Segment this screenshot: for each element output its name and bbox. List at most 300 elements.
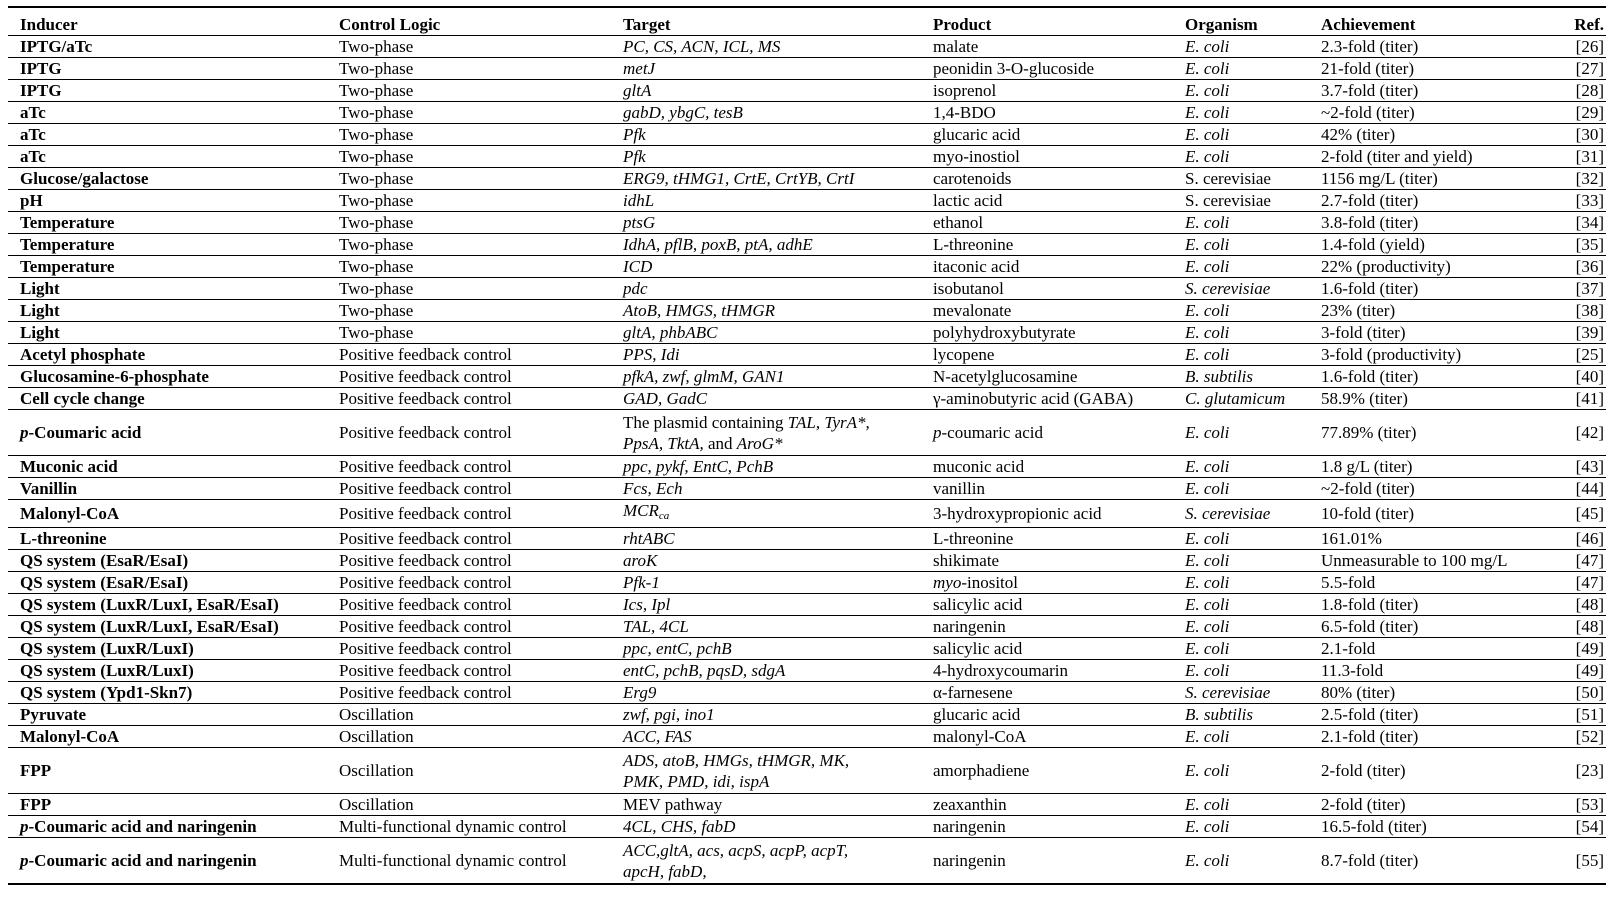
control-logic-text: Positive feedback control: [339, 345, 512, 364]
cell-ref: [1539, 682, 1606, 704]
cell-target: [611, 528, 921, 550]
cell-control-logic: [327, 256, 611, 278]
header-ref: Ref.: [1574, 15, 1604, 34]
cell-achievement: [1309, 838, 1539, 885]
cell-achievement: [1309, 366, 1539, 388]
cell-ref: [1539, 168, 1606, 190]
cell-achievement: [1309, 278, 1539, 300]
achievement-text: 2.3-fold (titer): [1321, 37, 1419, 56]
cell-product: [921, 36, 1173, 58]
target-genes: 4CL, CHS, fabD: [623, 817, 736, 836]
control-logic-text: Positive feedback control: [339, 617, 512, 636]
organism-text: E. coli: [1185, 125, 1230, 144]
target-genes: ADS, atoB, HMGs, tHMGR, MK,: [623, 750, 850, 770]
achievement-text: 3-fold (titer): [1321, 323, 1406, 342]
cell-organism: [1173, 102, 1309, 124]
cell-inducer: [8, 190, 327, 212]
control-logic-text: Positive feedback control: [339, 661, 512, 680]
achievement-text: 2-fold (titer): [1321, 795, 1406, 814]
organism-text: S. cerevisiae: [1185, 191, 1271, 210]
inducer-text: Vanillin: [20, 479, 78, 498]
cell-inducer: [8, 322, 327, 344]
control-logic-text: Two-phase: [339, 81, 414, 100]
product-text: vanillin: [933, 479, 985, 498]
cell-target: [611, 102, 921, 124]
header-control-logic: Control Logic: [339, 15, 441, 34]
achievement-text: Unmeasurable to 100 mg/L: [1321, 551, 1508, 570]
cell-achievement: [1309, 124, 1539, 146]
cell-product: [921, 344, 1173, 366]
target-genes: AroG*: [736, 433, 783, 453]
table-row: [8, 550, 1606, 572]
cell-control-logic: [327, 322, 611, 344]
cell-control-logic: [327, 80, 611, 102]
cell-product: [921, 410, 1173, 456]
cell-target: [611, 410, 921, 456]
control-logic-text: Oscillation: [339, 761, 414, 780]
organism-text: E. coli: [1185, 761, 1230, 780]
achievement-text: 77.89% (titer): [1321, 423, 1417, 442]
achievement-text: 23% (titer): [1321, 301, 1396, 320]
cell-ref: [1539, 816, 1606, 838]
inducer-text: FPP: [20, 761, 52, 780]
organism-text: S. cerevisiae: [1185, 169, 1271, 188]
header-achievement: Achievement: [1321, 15, 1416, 34]
target-genes: Pfk: [623, 125, 646, 144]
organism-text: E. coli: [1185, 345, 1230, 364]
cell-organism: [1173, 616, 1309, 638]
cell-product: [921, 816, 1173, 838]
achievement-text: 2.1-fold (titer): [1321, 727, 1419, 746]
table-row: [8, 748, 1606, 794]
cell-achievement: [1309, 300, 1539, 322]
ref-text: [36]: [1575, 257, 1604, 276]
cell-inducer: [8, 456, 327, 478]
cell-organism: [1173, 300, 1309, 322]
cell-control-logic: [327, 660, 611, 682]
organism-text: E. coli: [1185, 551, 1230, 570]
cell-target: [611, 794, 921, 816]
target-line-1: [623, 412, 921, 433]
cell-control-logic: [327, 456, 611, 478]
organism-text: E. coli: [1185, 235, 1230, 254]
cell-control-logic: [327, 638, 611, 660]
control-logic-text: Two-phase: [339, 257, 414, 276]
product-prefix: myo: [933, 573, 962, 592]
organism-text: E. coli: [1185, 529, 1230, 548]
cell-control-logic: [327, 300, 611, 322]
cell-product: [921, 528, 1173, 550]
cell-inducer: [8, 146, 327, 168]
cell-organism: [1173, 256, 1309, 278]
cell-achievement: [1309, 594, 1539, 616]
cell-ref: [1539, 410, 1606, 456]
cell-inducer: [8, 838, 327, 885]
cell-achievement: [1309, 550, 1539, 572]
ref-text: [44]: [1575, 479, 1604, 498]
cell-product: [921, 500, 1173, 528]
inducer-prefix: p: [20, 851, 29, 870]
cell-organism: [1173, 146, 1309, 168]
dynamic-control-table: [8, 6, 1606, 885]
cell-organism: [1173, 748, 1309, 794]
cell-control-logic: [327, 278, 611, 300]
inducer-text: L-threonine: [20, 529, 107, 548]
cell-organism: [1173, 594, 1309, 616]
inducer-text: Light: [20, 301, 60, 320]
product-text: salicylic acid: [933, 639, 1023, 658]
cell-organism: [1173, 500, 1309, 528]
organism-text: E. coli: [1185, 595, 1230, 614]
cell-target: [611, 572, 921, 594]
table-row: [8, 616, 1606, 638]
table-container: [8, 6, 1606, 885]
cell-organism: [1173, 794, 1309, 816]
table-row: [8, 80, 1606, 102]
table-row: [8, 838, 1606, 885]
cell-ref: [1539, 256, 1606, 278]
cell-target: [611, 682, 921, 704]
organism-text: E. coli: [1185, 423, 1230, 442]
inducer-text: -Coumaric acid and naringenin: [28, 851, 257, 870]
cell-product: [921, 456, 1173, 478]
ref-text: [49]: [1575, 661, 1604, 680]
organism-text: E. coli: [1185, 727, 1230, 746]
organism-text: E. coli: [1185, 661, 1230, 680]
inducer-text: QS system (LuxR/LuxI, EsaR/EsaI): [20, 617, 279, 636]
cell-product: [921, 366, 1173, 388]
achievement-text: 1156 mg/L (titer): [1321, 169, 1438, 188]
cell-ref: [1539, 36, 1606, 58]
cell-product: [921, 660, 1173, 682]
control-logic-text: Positive feedback control: [339, 529, 512, 548]
cell-target: [611, 500, 921, 528]
cell-inducer: [8, 748, 327, 794]
product-text: 4-hydroxycoumarin: [933, 661, 1069, 680]
target-genes: aroK: [623, 551, 658, 570]
organism-text: E. coli: [1185, 457, 1230, 476]
ref-text: [40]: [1575, 367, 1604, 386]
cell-achievement: [1309, 234, 1539, 256]
inducer-text: QS system (EsaR/EsaI): [20, 573, 189, 592]
cell-control-logic: [327, 816, 611, 838]
cell-product: [921, 300, 1173, 322]
product-text: naringenin: [933, 617, 1006, 636]
cell-control-logic: [327, 102, 611, 124]
table-row: [8, 256, 1606, 278]
cell-control-logic: [327, 366, 611, 388]
cell-inducer: [8, 638, 327, 660]
cell-inducer: [8, 388, 327, 410]
target-genes: Fcs, Ech: [623, 479, 683, 498]
control-logic-text: Positive feedback control: [339, 551, 512, 570]
cell-organism: [1173, 704, 1309, 726]
cell-target: [611, 456, 921, 478]
cell-ref: [1539, 146, 1606, 168]
cell-achievement: [1309, 478, 1539, 500]
cell-product: [921, 616, 1173, 638]
target-line-2: [623, 771, 921, 792]
ref-text: [47]: [1575, 551, 1604, 570]
cell-ref: [1539, 212, 1606, 234]
cell-achievement: [1309, 212, 1539, 234]
achievement-text: 3-fold (productivity): [1321, 345, 1462, 364]
cell-achievement: [1309, 36, 1539, 58]
organism-text: E. coli: [1185, 257, 1230, 276]
table-row: [8, 190, 1606, 212]
control-logic-text: Two-phase: [339, 147, 414, 166]
cell-target: [611, 366, 921, 388]
inducer-text: aTc: [20, 125, 46, 144]
product-text: shikimate: [933, 551, 1000, 570]
cell-control-logic: [327, 682, 611, 704]
control-logic-text: Positive feedback control: [339, 457, 512, 476]
table-row: [8, 638, 1606, 660]
cell-inducer: [8, 572, 327, 594]
target-conjunction: and: [703, 433, 737, 453]
cell-organism: [1173, 190, 1309, 212]
cell-ref: [1539, 638, 1606, 660]
target-genes: entC, pchB, pqsD, sdgA: [623, 661, 786, 680]
target-genes: TAL, TyrA*,: [787, 412, 870, 432]
product-text: naringenin: [933, 851, 1006, 870]
inducer-text: QS system (LuxR/LuxI): [20, 661, 194, 680]
product-text: 1,4-BDO: [933, 103, 996, 122]
target-text: MEV pathway: [623, 795, 723, 814]
cell-target: [611, 388, 921, 410]
product-text: glucaric acid: [933, 125, 1021, 144]
target-genes: pdc: [623, 279, 648, 298]
inducer-text: QS system (LuxR/LuxI, EsaR/EsaI): [20, 595, 279, 614]
cell-product: [921, 726, 1173, 748]
product-text: γ-aminobutyric acid (GABA): [933, 389, 1134, 408]
cell-inducer: [8, 704, 327, 726]
cell-achievement: [1309, 816, 1539, 838]
cell-ref: [1539, 80, 1606, 102]
cell-target: [611, 816, 921, 838]
target-line-2: [623, 861, 921, 882]
control-logic-text: Two-phase: [339, 37, 414, 56]
product-text: zeaxanthin: [933, 795, 1007, 814]
table-row: [8, 366, 1606, 388]
achievement-text: 16.5-fold (titer): [1321, 817, 1427, 836]
ref-text: [51]: [1575, 705, 1604, 724]
target-genes: rhtABC: [623, 529, 675, 548]
ref-text: [34]: [1575, 213, 1604, 232]
cell-ref: [1539, 660, 1606, 682]
cell-control-logic: [327, 616, 611, 638]
target-prefix: The plasmid containing: [623, 412, 788, 432]
control-logic-text: Two-phase: [339, 191, 414, 210]
control-logic-text: Two-phase: [339, 301, 414, 320]
cell-product: [921, 58, 1173, 80]
cell-target: [611, 704, 921, 726]
control-logic-text: Positive feedback control: [339, 479, 512, 498]
ref-text: [30]: [1575, 125, 1604, 144]
cell-product: [921, 638, 1173, 660]
cell-product: [921, 322, 1173, 344]
cell-ref: [1539, 478, 1606, 500]
cell-product: [921, 256, 1173, 278]
achievement-text: 161.01%: [1321, 529, 1382, 548]
achievement-text: 1.4-fold (yield): [1321, 235, 1425, 254]
cell-ref: [1539, 550, 1606, 572]
control-logic-text: Positive feedback control: [339, 504, 512, 523]
cell-organism: [1173, 726, 1309, 748]
inducer-text: Temperature: [20, 257, 115, 276]
cell-control-logic: [327, 528, 611, 550]
inducer-prefix: p: [20, 817, 29, 836]
product-text: polyhydroxybutyrate: [933, 323, 1076, 342]
target-genes: pfkA, zwf, glmM, GAN1: [623, 367, 785, 386]
cell-achievement: [1309, 256, 1539, 278]
cell-product: [921, 594, 1173, 616]
table-row: [8, 278, 1606, 300]
product-prefix: p: [933, 423, 942, 442]
table-row: [8, 36, 1606, 58]
cell-achievement: [1309, 344, 1539, 366]
cell-product: [921, 682, 1173, 704]
cell-inducer: [8, 528, 327, 550]
ref-text: [29]: [1575, 103, 1604, 122]
target-genes: metJ: [623, 59, 656, 78]
organism-text: E. coli: [1185, 301, 1230, 320]
product-text: muconic acid: [933, 457, 1025, 476]
ref-text: [52]: [1575, 727, 1604, 746]
table-row: [8, 794, 1606, 816]
cell-ref: [1539, 344, 1606, 366]
product-text: lycopene: [933, 345, 995, 364]
cell-organism: [1173, 638, 1309, 660]
control-logic-text: Two-phase: [339, 169, 414, 188]
cell-organism: [1173, 816, 1309, 838]
control-logic-text: Two-phase: [339, 323, 414, 342]
cell-product: [921, 478, 1173, 500]
achievement-text: ~2-fold (titer): [1321, 103, 1415, 122]
cell-organism: [1173, 124, 1309, 146]
cell-ref: [1539, 190, 1606, 212]
control-logic-text: Two-phase: [339, 59, 414, 78]
cell-control-logic: [327, 572, 611, 594]
cell-achievement: [1309, 500, 1539, 528]
cell-inducer: [8, 500, 327, 528]
cell-control-logic: [327, 58, 611, 80]
target-genes: ACC,gltA, acs, acpS, acpP, acpT,: [623, 840, 849, 860]
cell-control-logic: [327, 344, 611, 366]
inducer-text: IPTG: [20, 59, 62, 78]
cell-inducer: [8, 726, 327, 748]
organism-text: E. coli: [1185, 81, 1230, 100]
cell-inducer: [8, 212, 327, 234]
target-genes: Erg9: [623, 683, 657, 702]
cell-ref: [1539, 616, 1606, 638]
cell-target: [611, 58, 921, 80]
cell-organism: [1173, 528, 1309, 550]
target-genes: ppc, pykf, EntC, PchB: [623, 457, 774, 476]
ref-text: [43]: [1575, 457, 1604, 476]
inducer-text: aTc: [20, 147, 46, 166]
ref-text: [48]: [1575, 617, 1604, 636]
cell-ref: [1539, 500, 1606, 528]
table-row: [8, 102, 1606, 124]
ref-text: [35]: [1575, 235, 1604, 254]
organism-text: E. coli: [1185, 37, 1230, 56]
achievement-text: 3.7-fold (titer): [1321, 81, 1419, 100]
cell-inducer: [8, 594, 327, 616]
control-logic-text: Multi-functional dynamic control: [339, 817, 567, 836]
ref-text: [26]: [1575, 37, 1604, 56]
table-row: [8, 528, 1606, 550]
control-logic-text: Oscillation: [339, 795, 414, 814]
inducer-text: IPTG/aTc: [20, 37, 93, 56]
cell-ref: [1539, 124, 1606, 146]
cell-ref: [1539, 594, 1606, 616]
cell-achievement: [1309, 748, 1539, 794]
control-logic-text: Positive feedback control: [339, 367, 512, 386]
cell-achievement: [1309, 146, 1539, 168]
organism-text: E. coli: [1185, 851, 1230, 870]
target-line-1: [623, 750, 921, 771]
cell-organism: [1173, 456, 1309, 478]
cell-product: [921, 572, 1173, 594]
cell-inducer: [8, 300, 327, 322]
achievement-text: 3.8-fold (titer): [1321, 213, 1419, 232]
cell-control-logic: [327, 704, 611, 726]
cell-achievement: [1309, 102, 1539, 124]
ref-text: [42]: [1575, 423, 1604, 442]
product-text: N-acetylglucosamine: [933, 367, 1078, 386]
control-logic-text: Two-phase: [339, 125, 414, 144]
control-logic-text: Positive feedback control: [339, 639, 512, 658]
target-genes: AtoB, HMGS, tHMGR: [623, 301, 776, 320]
product-text: α-farnesene: [933, 683, 1013, 702]
inducer-text: pH: [20, 191, 43, 210]
cell-inducer: [8, 124, 327, 146]
product-text: isoprenol: [933, 81, 997, 100]
cell-achievement: [1309, 410, 1539, 456]
cell-control-logic: [327, 838, 611, 885]
product-text: malonyl-CoA: [933, 727, 1027, 746]
cell-ref: [1539, 300, 1606, 322]
cell-target: [611, 146, 921, 168]
cell-ref: [1539, 838, 1606, 885]
achievement-text: 5.5-fold: [1321, 573, 1376, 592]
organism-text: E. coli: [1185, 213, 1230, 232]
organism-text: B. subtilis: [1185, 367, 1254, 386]
cell-ref: [1539, 704, 1606, 726]
product-text: -inositol: [961, 573, 1018, 592]
table-row: [8, 572, 1606, 594]
cell-control-logic: [327, 168, 611, 190]
achievement-text: 10-fold (titer): [1321, 504, 1414, 523]
table-row: [8, 300, 1606, 322]
cell-organism: [1173, 234, 1309, 256]
table-row: [8, 212, 1606, 234]
cell-ref: [1539, 726, 1606, 748]
cell-inducer: [8, 58, 327, 80]
cell-achievement: [1309, 704, 1539, 726]
cell-ref: [1539, 234, 1606, 256]
organism-text: E. coli: [1185, 817, 1230, 836]
achievement-text: 1.8 g/L (titer): [1321, 457, 1413, 476]
table-body: [8, 36, 1606, 885]
cell-inducer: [8, 168, 327, 190]
cell-achievement: [1309, 528, 1539, 550]
target-genes: ACC, FAS: [623, 727, 692, 746]
cell-achievement: [1309, 682, 1539, 704]
table-row: [8, 58, 1606, 80]
cell-organism: [1173, 478, 1309, 500]
